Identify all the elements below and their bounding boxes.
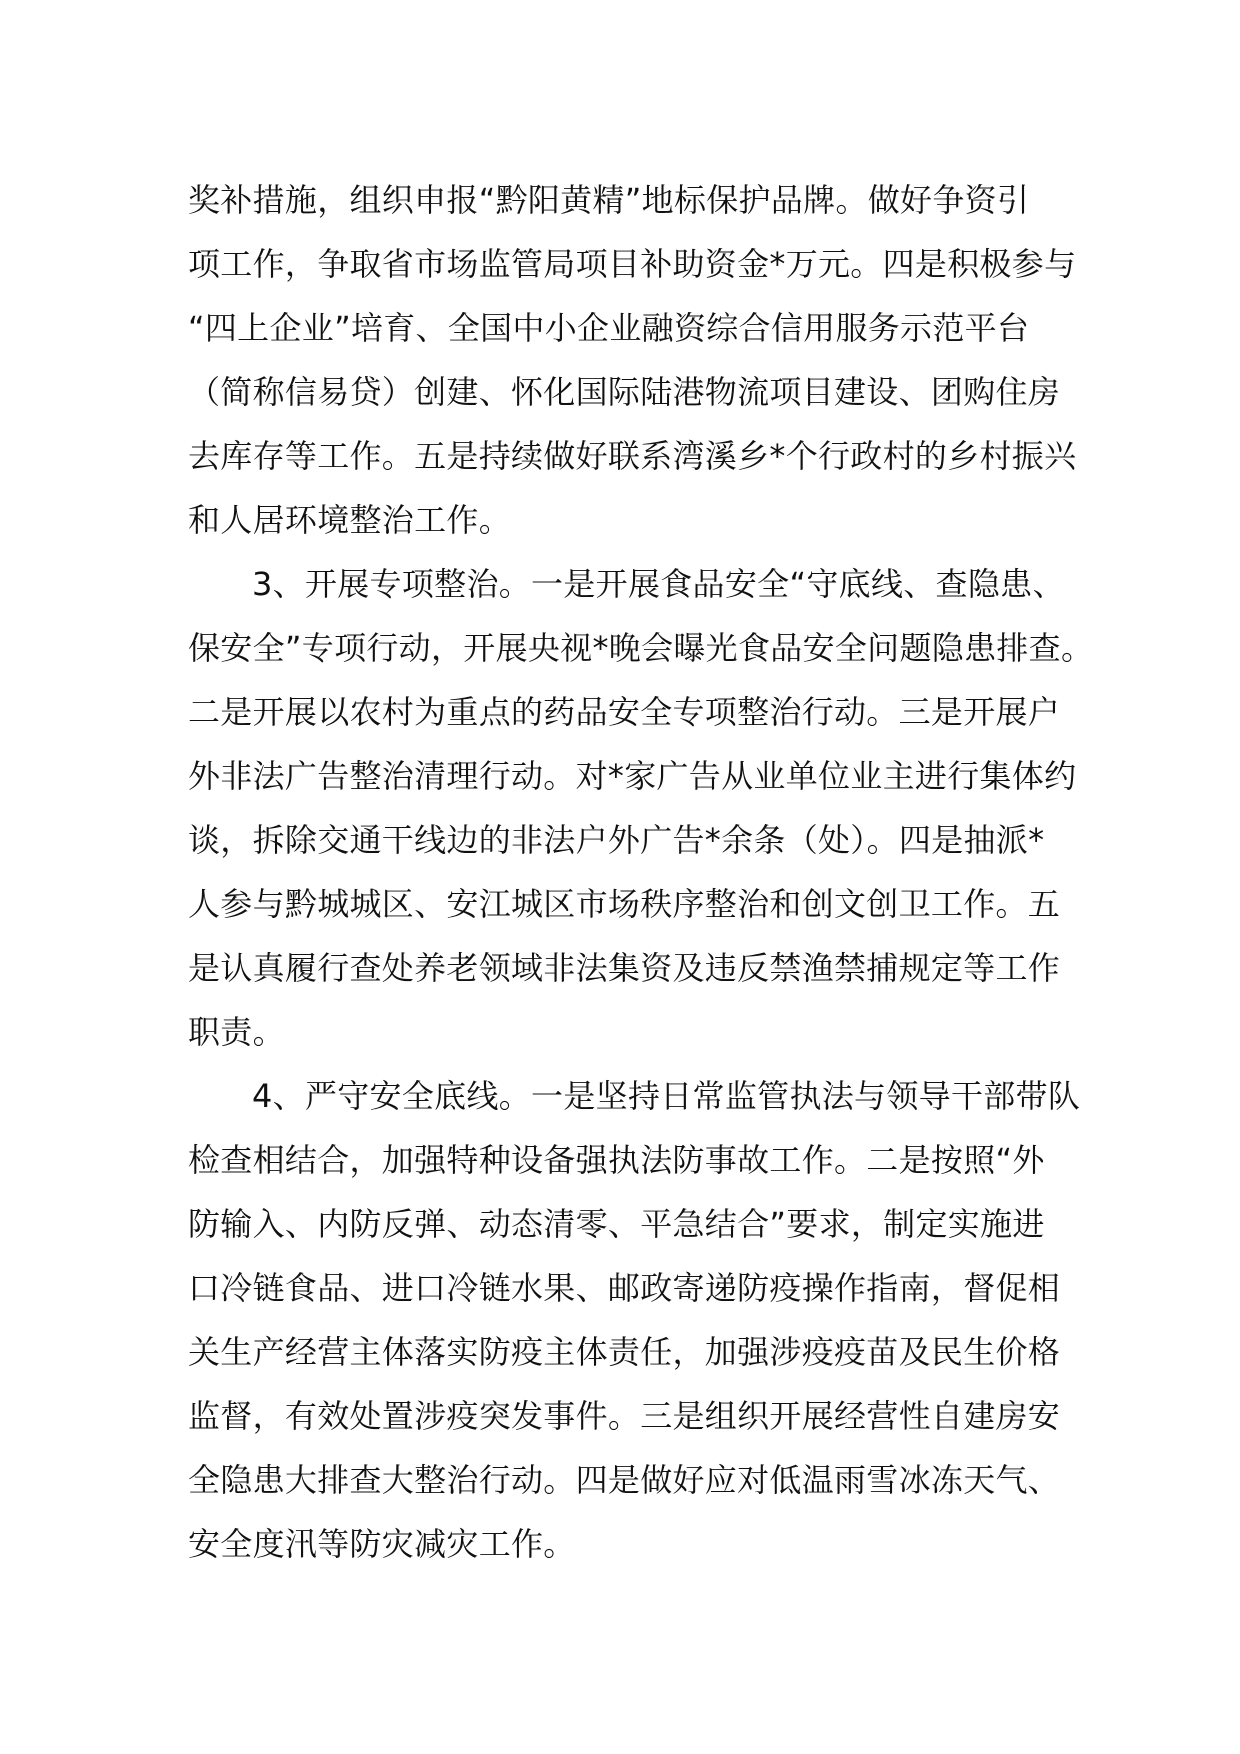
text-line: 保安全”专项行动，开展央视*晚会曝光食品安全问题隐患排查。 <box>188 629 1094 667</box>
document-body <box>188 168 1094 1576</box>
text-line: 职责。 <box>188 1013 285 1051</box>
text-line: 人参与黔城城区、安江城区市场秩序整治和创文创卫工作。五 <box>188 885 1061 923</box>
text-line: 3、开展专项整治。一是开展食品安全“守底线、查隐患、 <box>252 565 1065 603</box>
text-line: 防输入、内防反弹、动态清零、平急结合”要求，制定实施进 <box>188 1205 1045 1243</box>
text-line: 谈，拆除交通干线边的非法户外广告*余条（处）。四是抽派* <box>188 821 1045 859</box>
text-line: 项工作，争取省市场监管局项目补助资金*万元。四是积极参与 <box>188 245 1077 283</box>
text-line: 和人居环境整治工作。 <box>188 501 512 539</box>
text-line: 检查相结合，加强特种设备强执法防事故工作。二是按照“外 <box>188 1141 1045 1179</box>
text-line: （简称信易贷）创建、怀化国际陆港物流项目建设、团购住房 <box>188 373 1061 411</box>
paragraph <box>188 1064 1081 1576</box>
text-line: “四上企业”培育、全国中小企业融资综合信用服务示范平台 <box>188 309 1030 347</box>
text-line: 全隐患大排查大整治行动。四是做好应对低温雨雪冰冻天气、 <box>188 1461 1061 1499</box>
text-line: 奖补措施，组织申报“黔阳黄精”地标保护品牌。做好争资引 <box>188 181 1030 219</box>
text-line: 口冷链食品、进口冷链水果、邮政寄递防疫操作指南，督促相 <box>188 1269 1061 1307</box>
text-line: 4、严守安全底线。一是坚持日常监管执法与领导干部带队 <box>252 1077 1081 1115</box>
paragraph <box>188 168 1077 552</box>
text-line: 二是开展以农村为重点的药品安全专项整治行动。三是开展户 <box>188 693 1061 731</box>
text-line: 关生产经营主体落实防疫主体责任，加强涉疫疫苗及民生价格 <box>188 1333 1061 1371</box>
text-line: 监督，有效处置涉疫突发事件。三是组织开展经营性自建房安 <box>188 1397 1061 1435</box>
paragraph <box>188 552 1094 1064</box>
text-line: 去库存等工作。五是持续做好联系湾溪乡*个行政村的乡村振兴 <box>188 437 1077 475</box>
text-line: 是认真履行查处养老领域非法集资及违反禁渔禁捕规定等工作 <box>188 949 1061 987</box>
text-line: 外非法广告整治清理行动。对*家广告从业单位业主进行集体约 <box>188 757 1077 795</box>
text-line: 安全度汛等防灾减灾工作。 <box>188 1525 576 1563</box>
